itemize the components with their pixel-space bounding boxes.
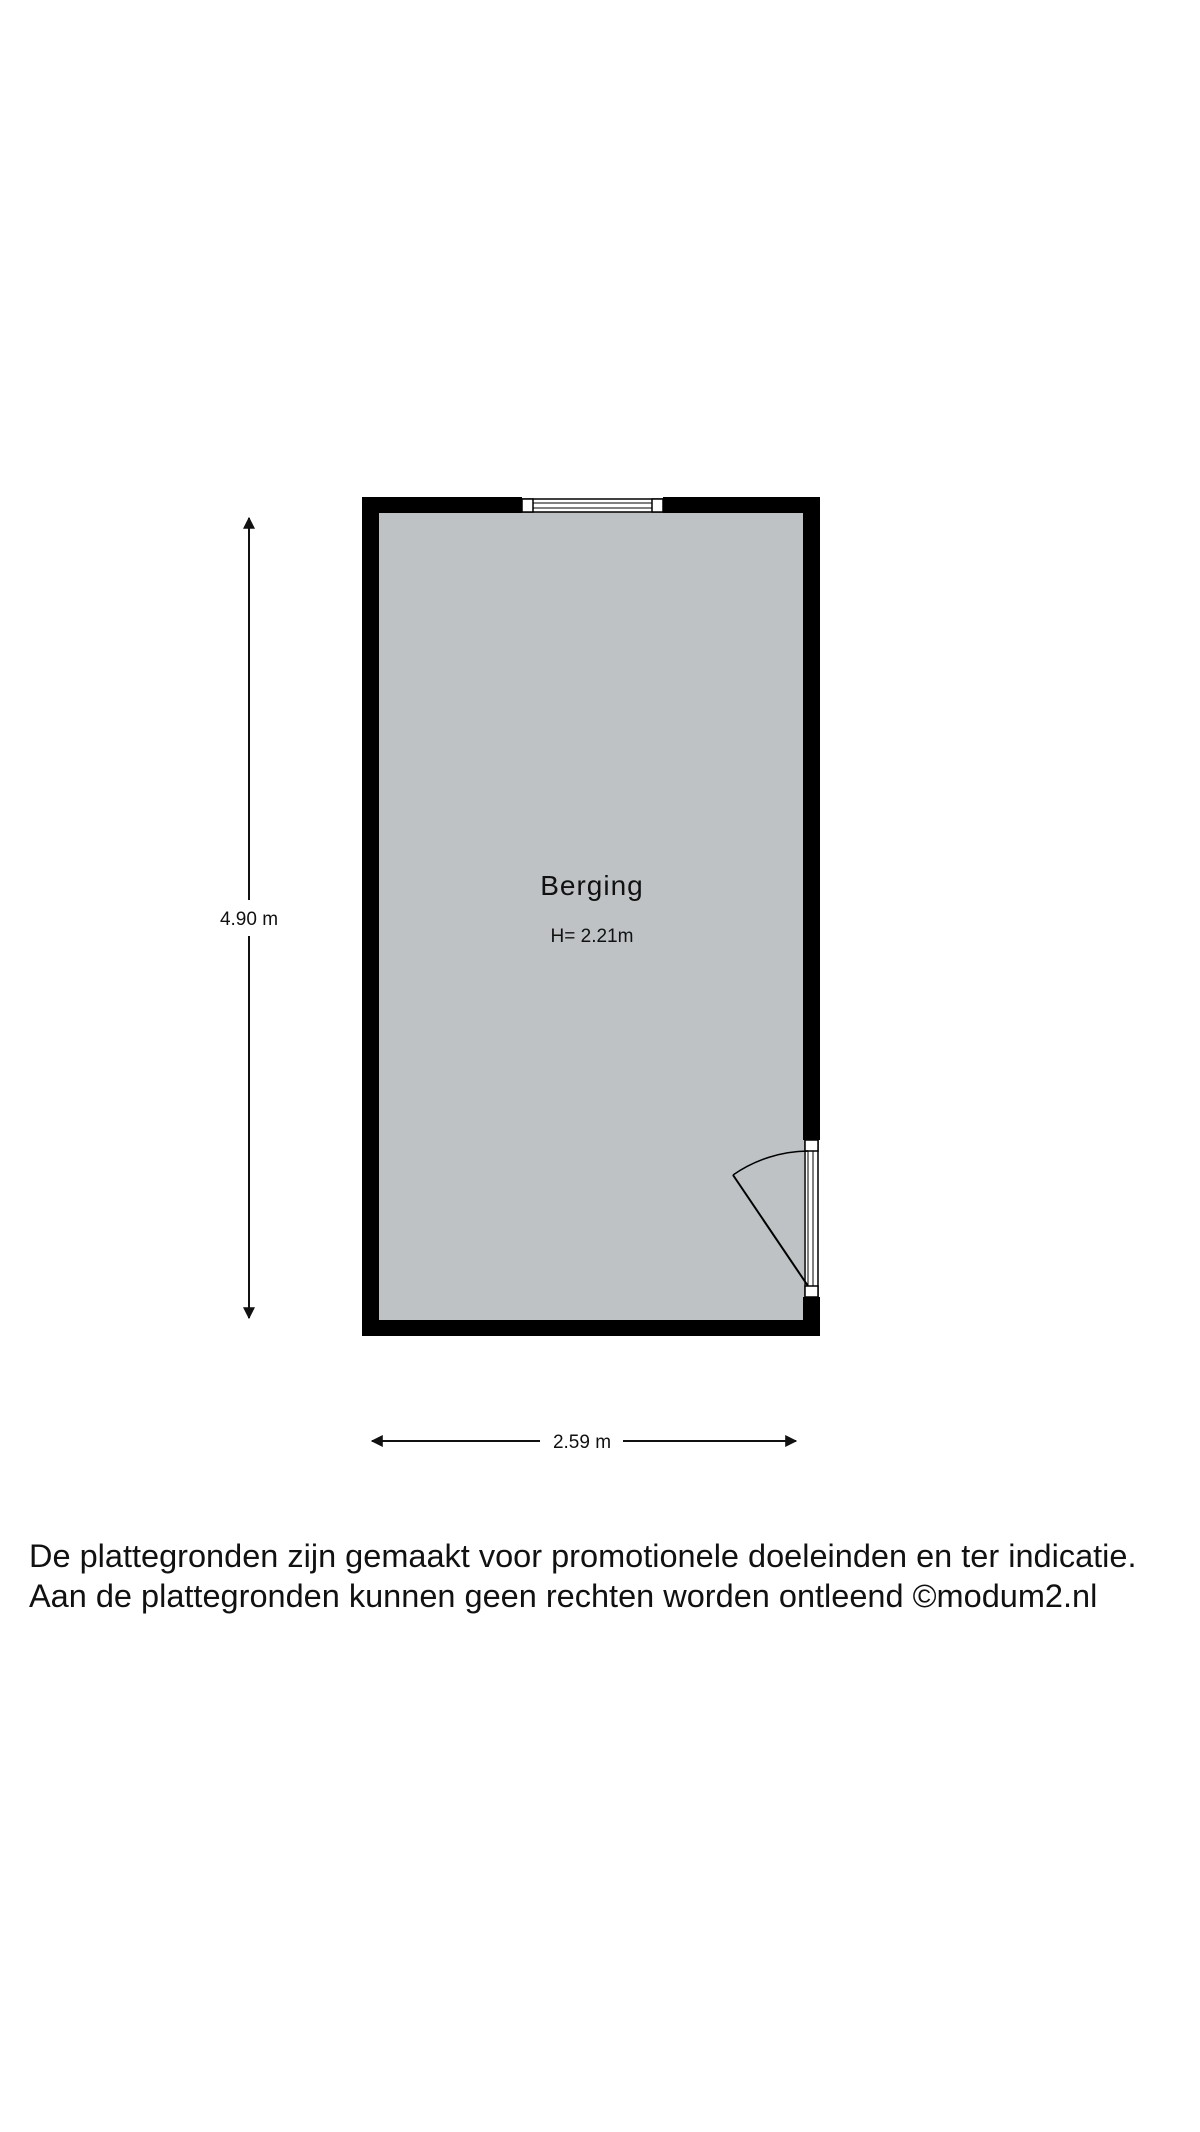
disclaimer-line-1: De plattegronden zijn gemaakt voor promotionele doeleinden en ter indicatie. bbox=[29, 1538, 1137, 1574]
disclaimer bbox=[29, 1536, 1189, 1616]
wall-top-right bbox=[663, 497, 820, 513]
dimension-vertical-label: 4.90 m bbox=[219, 909, 279, 930]
wall-top-left bbox=[362, 497, 522, 513]
wall-bottom bbox=[362, 1320, 820, 1336]
wall-right-lower bbox=[803, 1297, 820, 1336]
window bbox=[522, 499, 663, 512]
disclaimer-line-2: Aan de plattegronden kunnen geen rechten worden ontleend ©modum2.nl bbox=[29, 1578, 1098, 1614]
wall-left bbox=[362, 497, 379, 1336]
room-floor bbox=[378, 512, 804, 1322]
dimension-horizontal-label: 2.59 m bbox=[552, 1432, 612, 1453]
dimension-horizontal bbox=[372, 1432, 796, 1453]
room-name: Berging bbox=[540, 870, 644, 901]
room-height: H= 2.21m bbox=[550, 926, 634, 947]
dimension-vertical bbox=[220, 518, 278, 1318]
door-frame bbox=[805, 1140, 818, 1297]
wall-right-upper bbox=[803, 497, 820, 1140]
